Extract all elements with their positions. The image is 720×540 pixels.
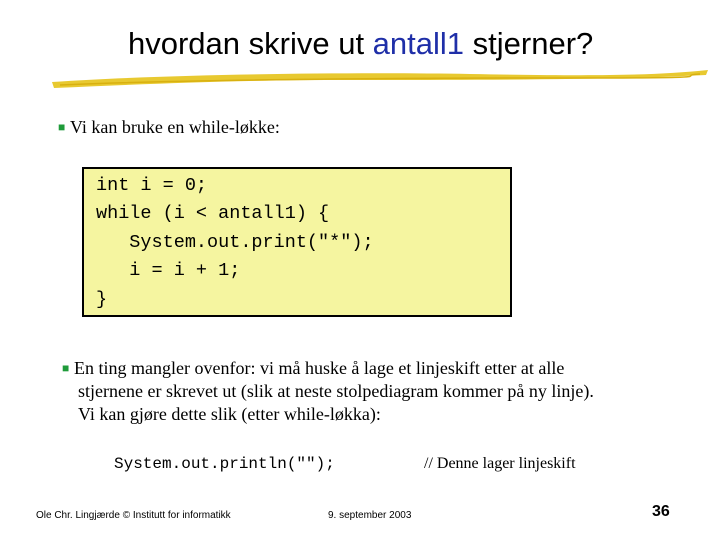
code-line: System.out.print("*"); — [96, 232, 374, 253]
code-line: while (i < antall1) { — [96, 203, 330, 224]
bullet-2-line-1: En ting mangler ovenfor: vi må huske å lage et linjeskift etter at alle — [74, 358, 565, 378]
bullet-2-line-3: Vi kan gjøre dette slik (etter while-løkka): — [78, 404, 381, 424]
bullet-2-line-2: stjernene er skrevet ut (slik at neste stolpediagram kommer på ny linje). — [78, 381, 594, 401]
code-line: i = i + 1; — [96, 260, 241, 281]
title-text-start: hvordan skrive ut — [128, 26, 373, 61]
title-underline-brushstroke — [50, 66, 710, 92]
square-bullet-icon: ■ — [58, 120, 66, 134]
title-text-end: stjerner? — [464, 26, 594, 61]
footer-author: Ole Chr. Lingjærde © Institutt for informatikk — [36, 510, 231, 521]
bullet-item-2 — [62, 357, 672, 426]
println-code: System.out.println(""); — [114, 455, 335, 473]
slide-title — [128, 24, 688, 64]
page-number: 36 — [652, 503, 670, 520]
title-accent-word: antall1 — [372, 26, 465, 61]
code-line: int i = 0; — [96, 175, 208, 196]
code-comment: // Denne lager linjeskift — [424, 455, 576, 472]
bullet-1-text: Vi kan bruke en while-løkke: — [70, 117, 280, 137]
code-line: } — [96, 289, 108, 310]
footer-date: 9. september 2003 — [328, 510, 412, 521]
square-bullet-icon: ■ — [62, 361, 70, 375]
code-block — [82, 167, 512, 317]
bullet-item-1 — [58, 116, 280, 139]
